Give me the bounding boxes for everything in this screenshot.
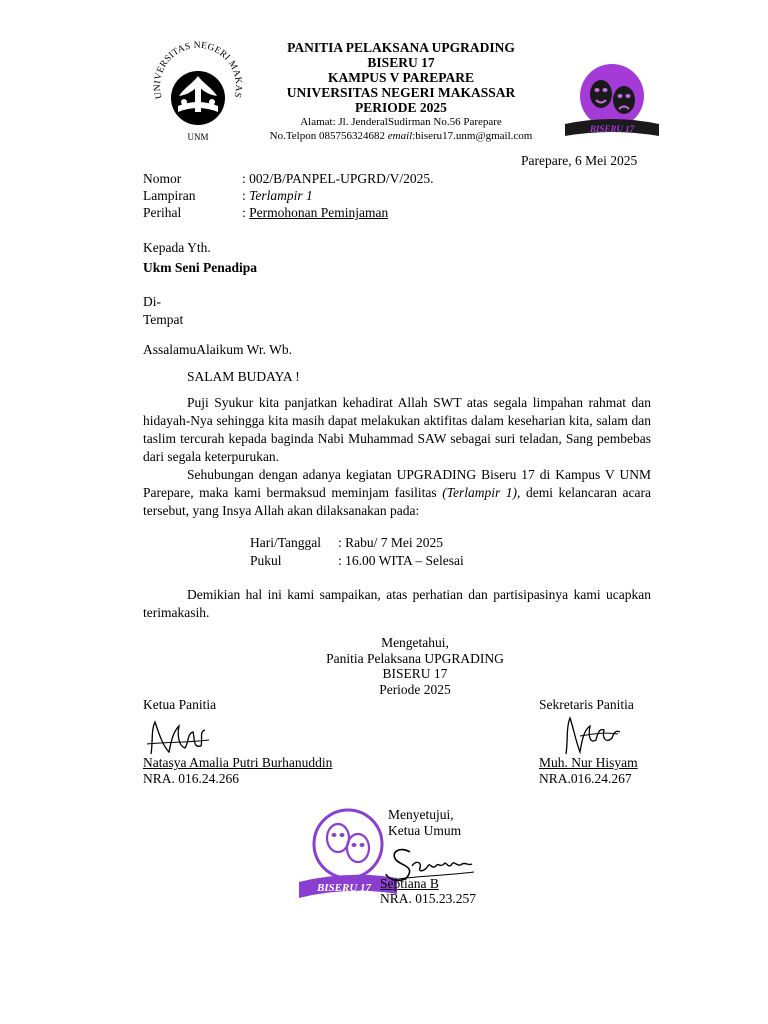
hari-label: Hari/Tanggal (250, 535, 322, 550)
header-email-label: email (387, 130, 413, 142)
place-date: Parepare, 6 Mei 2025 (521, 153, 638, 168)
recipient-name: Ukm Seni Penadipa (143, 260, 258, 275)
header-phone: No.Telpon 085756324682 (269, 130, 388, 142)
mengetahui-label: Mengetahui, (381, 635, 449, 650)
perihal-colon: : (242, 205, 250, 220)
perihal-value: Permohonan Peminjaman (249, 205, 389, 220)
recipient-tempat: Tempat (143, 312, 184, 327)
menyetujui-label: Menyetujui, (388, 807, 454, 822)
header-line-2: BISERU 17 (367, 55, 435, 70)
unm-seal-logo (148, 40, 248, 148)
lampiran-value: Terlampir 1 (249, 188, 313, 203)
header-line-5: PERIODE 2025 (355, 100, 447, 115)
recipient-kepada: Kepada Yth. (143, 240, 211, 255)
letterhead (240, 40, 562, 143)
unm-seal-arc-text: UNIVERSITAS NEGERI MAKAS (152, 40, 244, 100)
pukul-value: : 16.00 WITA – Selesai (338, 553, 464, 568)
mengetahui-block (240, 635, 590, 697)
recipient-di: Di- (143, 294, 161, 309)
pukul-label: Pukul (250, 553, 282, 568)
header-line-4: UNIVERSITAS NEGERI MAKASSAR (286, 85, 516, 100)
hari-value: : Rabu/ 7 Mei 2025 (338, 535, 443, 550)
periode-label: Periode 2025 (379, 681, 451, 697)
paragraph-2-b: , demi kelancaran acara tersebut, yang Insya Allah akan dilaksanakan pada: (143, 485, 652, 518)
nomor-value: : 002/B/PANPEL-UPGRD/V/2025. (242, 171, 434, 186)
header-email-value: :biseru17.unm@gmail.com (412, 130, 533, 142)
ketum-name: Septiana B (380, 876, 439, 891)
lampiran-label: Lampiran (143, 188, 196, 203)
header-line-1: PANITIA PELAKSANA UPGRADING (287, 40, 515, 55)
ketua-title: Ketua Panitia (143, 697, 217, 712)
lampiran-value-row (242, 188, 313, 204)
perihal-value-row (242, 205, 388, 221)
paragraph-2 (143, 466, 651, 520)
panitia-label: Panitia Pelaksana UPGRADING (326, 650, 504, 666)
paragraph-2-a: Sehubungan dengan adanya kegiatan UPGRADING Biseru 17 di Kampus V UNM Parepare, maka kami bermaksud meminjam fasilitas (143, 467, 651, 500)
salam-budaya: SALAM BUDAYA ! (187, 369, 300, 384)
header-line-3: KAMPUS V PAREPARE (327, 70, 474, 85)
greeting: AssalamuAlaikum Wr. Wb. (143, 342, 292, 357)
biseru-logo-text: BISERU 17 (589, 124, 635, 134)
header-contact (240, 129, 562, 143)
closing-paragraph: Demikian hal ini kami sampaikan, atas perhatian dan partisipasinya kami ucapkan terimakasih. (143, 587, 651, 620)
sekretaris-name: Muh. Nur Hisyam (539, 755, 638, 770)
biseru-label: BISERU 17 (382, 666, 448, 681)
stamp-text: BISERU 17 (316, 882, 372, 894)
paragraph-2-italic: (Terlampir 1) (442, 485, 518, 500)
unm-seal-abbr: UNM (187, 132, 209, 142)
ketua-umum-label: Ketua Umum (388, 823, 462, 838)
sekretaris-nra: NRA.016.24.267 (539, 771, 632, 786)
ketua-name: Natasya Amalia Putri Burhanuddin (143, 755, 333, 770)
lampiran-colon: : (242, 188, 250, 203)
paragraph-1: Puji Syukur kita panjatkan kehadirat Allah SWT atas segala limpahan rahmat dan hidayah-Nya sehingga kita masih dapat melakukan aktifitas dalam keseharian kita, salam dan taslim tercurah kepada baginda Nabi Muhammad SAW sebagai suri teladan, Sang pembebas dari segala keterpurukan. (143, 395, 651, 464)
perihal-label: Perihal (143, 205, 182, 220)
ketua-nra: NRA. 016.24.266 (143, 771, 240, 786)
sekretaris-title: Sekretaris Panitia (539, 697, 634, 712)
ketum-nra: NRA. 015.23.257 (380, 891, 477, 906)
biseru-logo (563, 56, 661, 142)
header-address: Alamat: Jl. JenderalSudirman No.56 Parepare (300, 116, 502, 128)
nomor-label: Nomor (143, 171, 182, 186)
